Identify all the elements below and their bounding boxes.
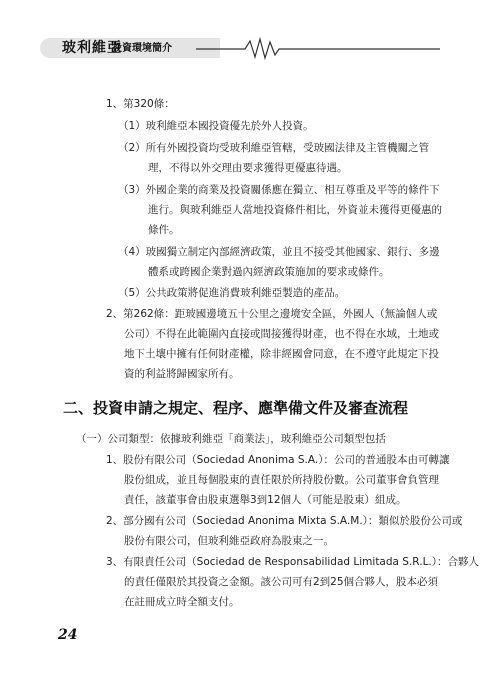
section-line: 股份組成，並且每個股東的責任限於所持股份數。公司董事會負管理 [124,474,439,486]
section-line: 3、有限責任公司（Sociedad de Responsabilidad Limitada S.R.L.）：合夥人 [106,556,480,568]
body-line: 公司）不得在此範圍內直接或間接獲得財產，也不得在水域，土地或 [124,328,439,340]
section-line: （一）公司類型：依據玻利維亞「商業法」，玻利維亞公司類型包括 [76,433,386,445]
section-line: 股份有限公司，但玻利維亞政府為股東之一。 [124,535,334,547]
body-line: （1）玻利維亞本國投資優先於外人投資。 [118,120,314,132]
body-line: 理，不得以外交理由要求獲得更優惠待遇。 [148,162,348,174]
body-line: 地下土壤中擁有任何財產權，除非經國會同意，在不遵守此規定下投 [124,348,439,360]
body-line: 體系或跨國企業對過內經濟政策施加的要求或條件。 [148,266,390,278]
body-line: 1、第320條： [106,98,175,110]
page-number: 24 [58,627,78,643]
body-line: 進行。與玻利維亞人當地投資條件相比，外資並未獲得更優惠的 [148,204,442,216]
section-line: 的責任僅限於其投資之金額。該公司可有2到25個合夥人，股本必須 [124,576,439,588]
header-title-main: 玻利維亞 [62,40,122,56]
body-line: （5）公共政策將促進消費玻利維亞製造的產品。 [118,287,346,299]
body-line: （3）外國企業的商業及投資關係應在獨立、相互尊重及平等的條件下 [118,184,440,196]
section-line: 責任，該董事會由股東選舉3到12個人（可能是股東）組成。 [124,494,407,506]
section-line: 1、股份有限公司（Sociedad Anonima S.A.）：公司的普通股本由可轉讓 [106,454,450,466]
heartbeat-line-icon [0,0,480,60]
body-line: （2）所有外國投資均受玻利維亞管轄，受玻國法律及主管機關之管 [118,142,430,154]
body-line: 條件。 [148,224,180,236]
body-line: 2、第262條：距玻國邊境五十公里之邊境安全區，外國人（無論個人或 [106,308,438,320]
body-line: 資的利益將歸國家所有。 [124,368,240,380]
running-header [0,0,480,60]
header-title-sub: 投資環境簡介 [112,43,172,54]
body-line: （4）玻國獨立制定內部經濟政策，並且不接受其他國家、銀行、多邊 [118,246,440,258]
section-heading: 二、投資申請之規定、程序、應準備文件及審查流程 [63,399,409,417]
section-line: 在註冊成立時全額支付。 [124,596,240,608]
section-line: 2、部分國有公司（Sociedad Anonima Mixta S.A.M.）：類似於股份公司或 [106,515,463,527]
